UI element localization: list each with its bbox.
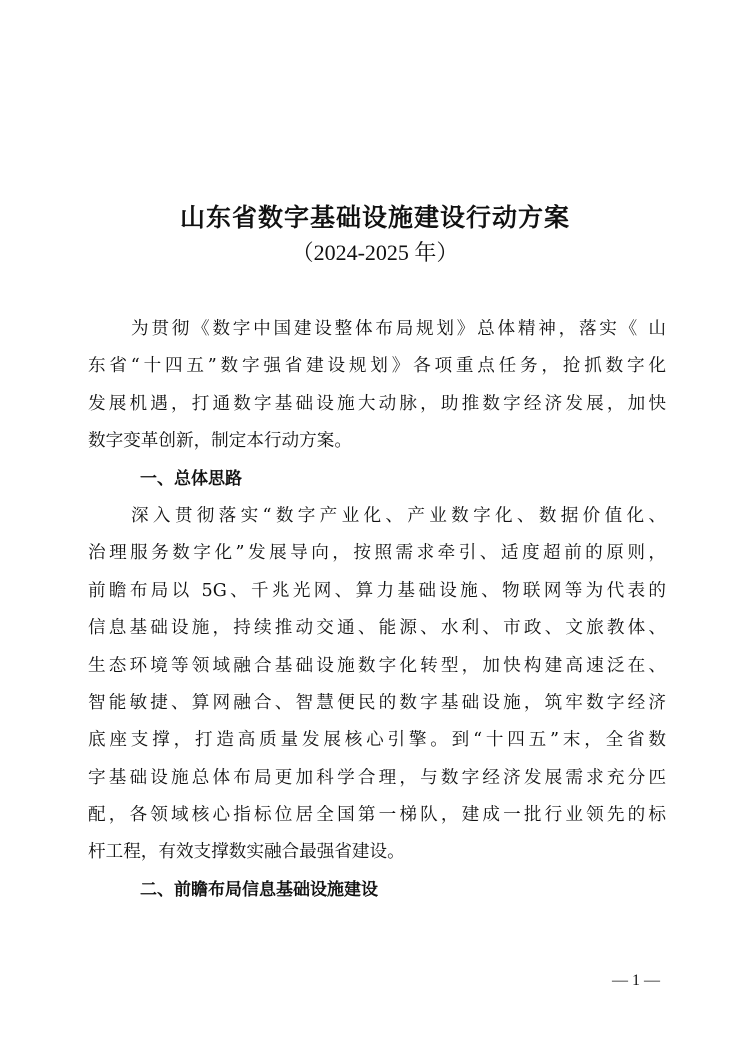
document-body: [88, 311, 666, 909]
document-title: 山东省数字基础设施建设行动方案: [179, 203, 570, 232]
paragraph-line: 为贯彻《数字中国建设整体布局规划》总体精神，落实《 山: [131, 319, 666, 339]
paragraph-line: 前瞻布局以 5G、千兆光网、算力基础设施、物联网等为代表的: [88, 580, 666, 601]
paragraph-line: 东省“十四五”数字强省建设规划》各项重点任务，抢抓数字化: [88, 356, 666, 377]
paragraph-line: 杆工程，有效支撑数实融合最强省建设。: [88, 842, 405, 863]
page-number: — 1 —: [612, 972, 660, 989]
paragraph-line: 信息基础设施，持续推动交通、能源、水利、市政、文旅教体、: [88, 618, 666, 639]
section-heading: 一、总体思路: [140, 468, 242, 489]
paragraph-line: 深入贯彻落实“数字产业化、产业数字化、数据价值化、: [131, 505, 666, 526]
document-subtitle: （2024-2025 年）: [291, 240, 459, 265]
section-heading: 二、前瞻布局信息基础设施建设: [140, 879, 378, 900]
paragraph-line: 字基础设施总体布局更加科学合理，与数字经济发展需求充分匹: [88, 767, 666, 788]
paragraph-line: 智能敏捷、算网融合、智慧便民的数字基础设施，筑牢数字经济: [88, 692, 666, 713]
paragraph-line: 治理服务数字化”发展导向，按照需求牵引、适度超前的原则，: [88, 543, 666, 564]
paragraph-line: 配，各领域核心指标位居全国第一梯队，建成一批行业领先的标: [88, 805, 666, 826]
paragraph-line: 底座支撑，打造高质量发展核心引擎。到“十四五”末，全省数: [88, 730, 666, 751]
paragraph-line: 发展机遇，打通数字基础设施大动脉，助推数字经济发展，加快: [88, 393, 666, 414]
paragraph-line: 数字变革创新，制定本行动方案。: [88, 431, 352, 452]
paragraph-line: 生态环境等领域融合基础设施数字化转型，加快构建高速泛在、: [88, 655, 666, 676]
